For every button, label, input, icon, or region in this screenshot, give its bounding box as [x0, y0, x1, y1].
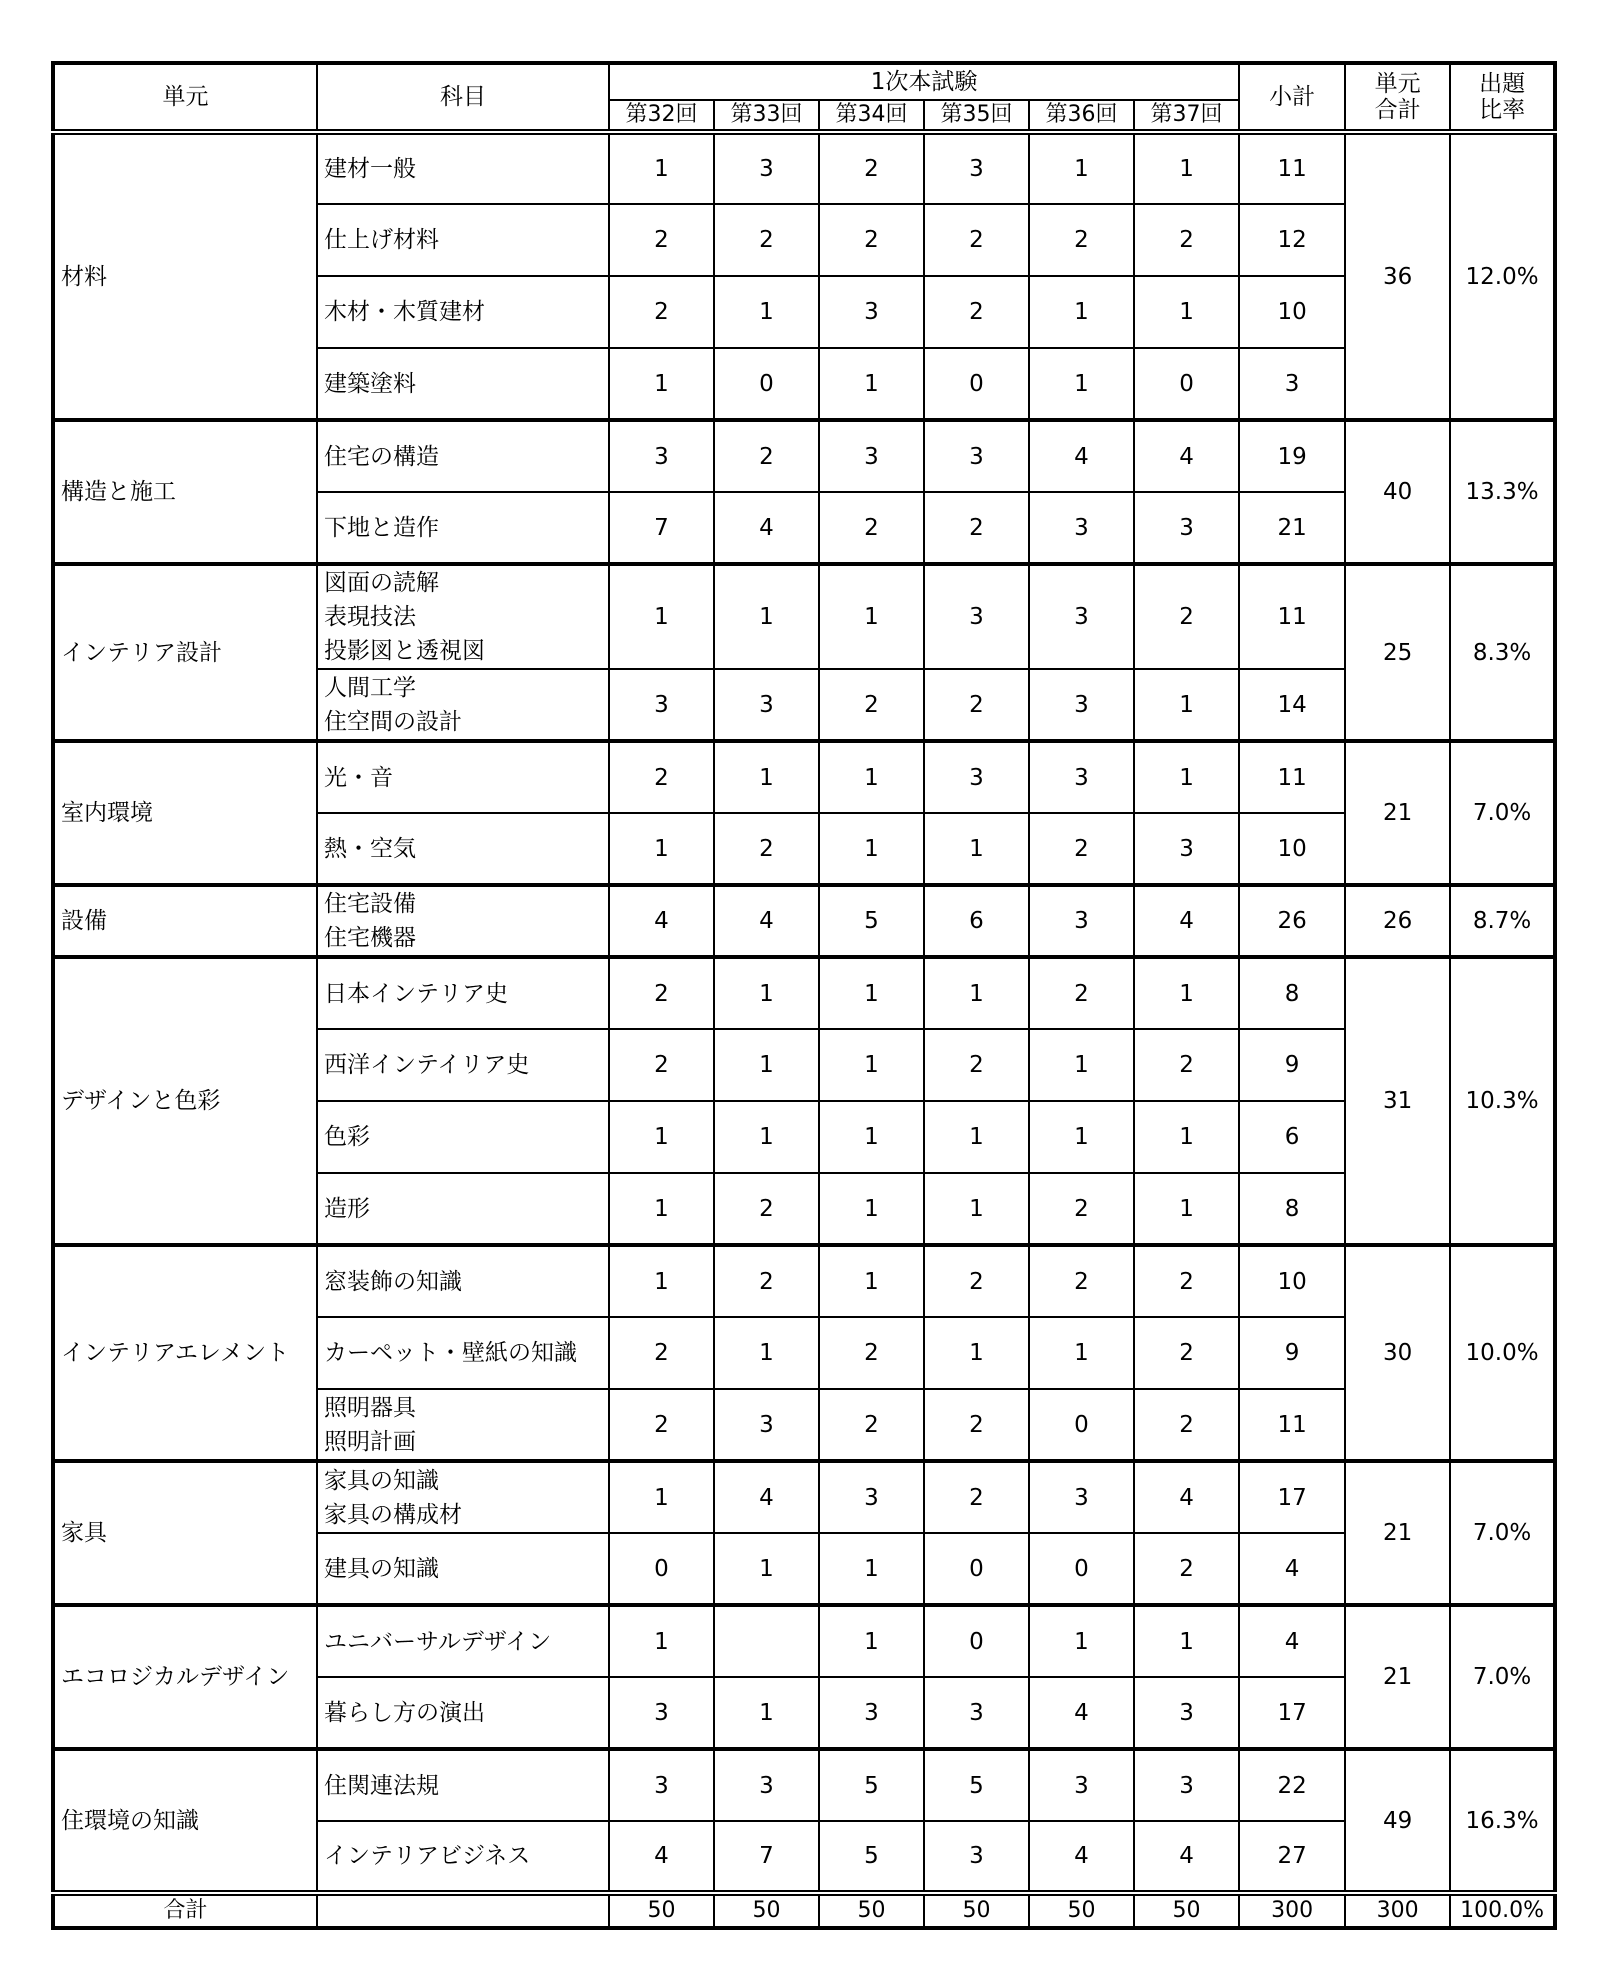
subtotal-cell: 10 — [1239, 1245, 1345, 1317]
round-count-cell: 5 — [819, 1821, 924, 1893]
round-count-cell: 0 — [1029, 1389, 1134, 1461]
table-row — [53, 564, 1555, 669]
ratio-cell: 16.3% — [1450, 1749, 1555, 1893]
round-count-cell: 4 — [1029, 420, 1134, 492]
subtotal-cell: 17 — [1239, 1677, 1345, 1749]
total-subject — [317, 1893, 609, 1928]
subject-cell: 住宅の構造 — [317, 420, 609, 492]
round-count-cell: 4 — [714, 1461, 819, 1533]
round-count-cell: 2 — [819, 1317, 924, 1389]
round-count-cell: 1 — [1029, 1605, 1134, 1677]
round-count-cell: 4 — [714, 492, 819, 564]
subject-cell: インテリアビジネス — [317, 1821, 609, 1893]
round-count-cell: 3 — [819, 420, 924, 492]
total-ratio-cell: 100.0% — [1450, 1893, 1555, 1928]
round-count-cell: 2 — [1134, 1029, 1239, 1101]
round-count-cell: 2 — [714, 813, 819, 885]
subject-cell: 人間工学 住空間の設計 — [317, 669, 609, 741]
round-count-cell: 3 — [1029, 669, 1134, 741]
round-count-cell: 2 — [714, 204, 819, 276]
round-count-cell: 3 — [609, 1677, 714, 1749]
subtotal-cell: 26 — [1239, 885, 1345, 957]
round-count-cell: 2 — [819, 204, 924, 276]
round-count-cell: 1 — [609, 1461, 714, 1533]
total-unit-total-cell: 300 — [1345, 1893, 1450, 1928]
round-count-cell: 1 — [924, 1101, 1029, 1173]
round-count-cell: 2 — [609, 957, 714, 1029]
table-row — [53, 1245, 1555, 1317]
round-count-cell: 1 — [609, 1101, 714, 1173]
unit-total-cell: 40 — [1345, 420, 1450, 564]
round-count-cell: 7 — [714, 1821, 819, 1893]
round-count-cell: 3 — [1029, 492, 1134, 564]
round-count-cell: 5 — [819, 885, 924, 957]
header-round: 第35回 — [924, 100, 1029, 132]
round-count-cell: 1 — [714, 1677, 819, 1749]
round-count-cell: 1 — [609, 348, 714, 420]
ratio-cell: 13.3% — [1450, 420, 1555, 564]
round-count-cell: 1 — [609, 564, 714, 669]
total-round-cell: 50 — [609, 1893, 714, 1928]
unit-total-cell: 30 — [1345, 1245, 1450, 1461]
subtotal-cell: 6 — [1239, 1101, 1345, 1173]
header-round: 第36回 — [1029, 100, 1134, 132]
round-count-cell: 1 — [1134, 669, 1239, 741]
round-count-cell: 2 — [714, 420, 819, 492]
unit-total-cell: 25 — [1345, 564, 1450, 741]
round-count-cell: 1 — [819, 1173, 924, 1245]
round-count-cell: 1 — [819, 1245, 924, 1317]
subject-cell: 造形 — [317, 1173, 609, 1245]
unit-cell: 住環境の知識 — [53, 1749, 317, 1893]
subject-cell: 色彩 — [317, 1101, 609, 1173]
subject-cell: 仕上げ材料 — [317, 204, 609, 276]
round-count-cell: 0 — [609, 1533, 714, 1605]
round-count-cell: 1 — [1134, 1605, 1239, 1677]
unit-total-cell: 31 — [1345, 957, 1450, 1245]
round-count-cell: 1 — [609, 813, 714, 885]
round-count-cell: 3 — [714, 669, 819, 741]
round-count-cell: 3 — [924, 1677, 1029, 1749]
round-count-cell: 0 — [924, 1533, 1029, 1605]
round-count-cell: 1 — [924, 813, 1029, 885]
round-count-cell: 3 — [714, 1749, 819, 1821]
unit-cell: エコロジカルデザイン — [53, 1605, 317, 1749]
total-round-cell: 50 — [1134, 1893, 1239, 1928]
header-round: 第37回 — [1134, 100, 1239, 132]
round-count-cell: 1 — [1029, 1317, 1134, 1389]
unit-total-cell: 36 — [1345, 132, 1450, 420]
subject-cell: 西洋インテイリア史 — [317, 1029, 609, 1101]
round-count-cell: 2 — [609, 204, 714, 276]
ratio-cell: 8.7% — [1450, 885, 1555, 957]
unit-cell: デザインと色彩 — [53, 957, 317, 1245]
round-count-cell: 2 — [924, 204, 1029, 276]
round-count-cell: 3 — [1029, 741, 1134, 813]
round-count-cell: 2 — [1029, 957, 1134, 1029]
round-count-cell: 1 — [714, 1533, 819, 1605]
round-count-cell: 1 — [819, 564, 924, 669]
total-round-cell: 50 — [1029, 1893, 1134, 1928]
subject-cell: 住関連法規 — [317, 1749, 609, 1821]
subject-cell: 住宅設備 住宅機器 — [317, 885, 609, 957]
round-count-cell: 1 — [819, 348, 924, 420]
round-count-cell: 2 — [924, 1461, 1029, 1533]
round-count-cell: 2 — [609, 1389, 714, 1461]
subtotal-cell: 8 — [1239, 957, 1345, 1029]
total-subtotal-cell: 300 — [1239, 1893, 1345, 1928]
table-footer — [53, 1893, 1555, 1928]
round-count-cell: 1 — [1029, 276, 1134, 348]
table-row — [53, 1461, 1555, 1533]
unit-cell: インテリア設計 — [53, 564, 317, 741]
subject-cell: 木材・木質建材 — [317, 276, 609, 348]
table-body — [53, 132, 1555, 1893]
round-count-cell: 1 — [714, 741, 819, 813]
round-count-cell: 4 — [1029, 1677, 1134, 1749]
round-count-cell: 2 — [1134, 1317, 1239, 1389]
subject-cell: 家具の知識 家具の構成材 — [317, 1461, 609, 1533]
subject-cell: 窓装飾の知識 — [317, 1245, 609, 1317]
subtotal-cell: 4 — [1239, 1605, 1345, 1677]
unit-cell: 設備 — [53, 885, 317, 957]
round-count-cell: 3 — [819, 1461, 924, 1533]
round-count-cell: 3 — [714, 1389, 819, 1461]
round-count-cell: 3 — [609, 420, 714, 492]
subtotal-cell: 22 — [1239, 1749, 1345, 1821]
subtotal-cell: 27 — [1239, 1821, 1345, 1893]
round-count-cell: 1 — [819, 957, 924, 1029]
ratio-cell: 12.0% — [1450, 132, 1555, 420]
round-count-cell: 3 — [924, 420, 1029, 492]
subject-cell: 建築塗料 — [317, 348, 609, 420]
round-count-cell: 3 — [1029, 1461, 1134, 1533]
subtotal-cell: 19 — [1239, 420, 1345, 492]
round-count-cell: 4 — [714, 885, 819, 957]
total-row — [53, 1893, 1555, 1928]
round-count-cell: 3 — [924, 741, 1029, 813]
subject-cell: 建具の知識 — [317, 1533, 609, 1605]
subtotal-cell: 8 — [1239, 1173, 1345, 1245]
round-count-cell: 2 — [1134, 1245, 1239, 1317]
round-count-cell: 4 — [609, 885, 714, 957]
round-count-cell: 2 — [819, 669, 924, 741]
total-round-cell: 50 — [819, 1893, 924, 1928]
round-count-cell: 7 — [609, 492, 714, 564]
round-count-cell: 0 — [924, 1605, 1029, 1677]
subject-cell: 建材一般 — [317, 132, 609, 204]
round-count-cell: 3 — [1134, 1677, 1239, 1749]
round-count-cell: 2 — [819, 132, 924, 204]
round-count-cell: 1 — [1029, 348, 1134, 420]
subtotal-cell: 3 — [1239, 348, 1345, 420]
round-count-cell: 2 — [924, 1029, 1029, 1101]
round-count-cell: 2 — [924, 492, 1029, 564]
round-count-cell: 2 — [1134, 1533, 1239, 1605]
round-count-cell: 1 — [1029, 1101, 1134, 1173]
unit-total-cell: 21 — [1345, 1605, 1450, 1749]
round-count-cell: 3 — [1029, 1749, 1134, 1821]
subtotal-cell: 11 — [1239, 741, 1345, 813]
round-count-cell: 2 — [819, 492, 924, 564]
subtotal-cell: 9 — [1239, 1317, 1345, 1389]
round-count-cell: 1 — [819, 1029, 924, 1101]
round-count-cell: 1 — [924, 1317, 1029, 1389]
round-count-cell: 1 — [1029, 1029, 1134, 1101]
round-count-cell: 1 — [1134, 1173, 1239, 1245]
subtotal-cell: 12 — [1239, 204, 1345, 276]
round-count-cell: 4 — [1134, 1821, 1239, 1893]
round-count-cell: 0 — [714, 348, 819, 420]
round-count-cell: 2 — [1029, 204, 1134, 276]
subject-cell: 熱・空気 — [317, 813, 609, 885]
round-count-cell: 1 — [819, 741, 924, 813]
header-unit-total — [1345, 63, 1450, 132]
subject-cell: 日本インテリア史 — [317, 957, 609, 1029]
round-count-cell: 1 — [1134, 132, 1239, 204]
round-count-cell: 5 — [819, 1749, 924, 1821]
ratio-cell: 7.0% — [1450, 1461, 1555, 1605]
round-count-cell: 4 — [1134, 420, 1239, 492]
round-count-cell: 2 — [924, 669, 1029, 741]
unit-cell: 構造と施工 — [53, 420, 317, 564]
round-count-cell: 3 — [924, 132, 1029, 204]
round-count-cell: 4 — [609, 1821, 714, 1893]
table-row — [53, 741, 1555, 813]
subtotal-cell: 11 — [1239, 1389, 1345, 1461]
unit-total-cell: 21 — [1345, 741, 1450, 885]
subtotal-cell: 4 — [1239, 1533, 1345, 1605]
table-row — [53, 420, 1555, 492]
header-round: 第34回 — [819, 100, 924, 132]
round-count-cell: 4 — [1029, 1821, 1134, 1893]
round-count-cell: 1 — [1134, 1101, 1239, 1173]
round-count-cell: 0 — [1029, 1533, 1134, 1605]
round-count-cell: 2 — [1134, 1389, 1239, 1461]
subtotal-cell: 11 — [1239, 564, 1345, 669]
round-count-cell: 3 — [609, 669, 714, 741]
ratio-cell: 8.3% — [1450, 564, 1555, 741]
header-ratio-line2: 比率 — [1479, 97, 1526, 123]
round-count-cell: 3 — [1134, 813, 1239, 885]
unit-total-cell: 26 — [1345, 885, 1450, 957]
header-round: 第33回 — [714, 100, 819, 132]
round-count-cell: 6 — [924, 885, 1029, 957]
header-round: 第32回 — [609, 100, 714, 132]
round-count-cell: 1 — [609, 1245, 714, 1317]
table-row — [53, 1605, 1555, 1677]
table-header — [53, 63, 1555, 132]
round-count-cell: 1 — [609, 1605, 714, 1677]
round-count-cell: 2 — [609, 276, 714, 348]
ratio-cell: 10.0% — [1450, 1245, 1555, 1461]
round-count-cell: 1 — [819, 1533, 924, 1605]
round-count-cell: 2 — [714, 1173, 819, 1245]
round-count-cell: 3 — [1029, 885, 1134, 957]
round-count-cell: 2 — [1134, 204, 1239, 276]
unit-cell: 材料 — [53, 132, 317, 420]
ratio-cell: 7.0% — [1450, 1605, 1555, 1749]
round-count-cell: 1 — [1134, 957, 1239, 1029]
subject-cell: 光・音 — [317, 741, 609, 813]
round-count-cell: 3 — [1134, 1749, 1239, 1821]
round-count-cell: 1 — [714, 276, 819, 348]
round-count-cell: 4 — [1134, 885, 1239, 957]
round-count-cell: 2 — [609, 741, 714, 813]
round-count-cell: 3 — [609, 1749, 714, 1821]
round-count-cell: 3 — [924, 564, 1029, 669]
round-count-cell: 1 — [714, 564, 819, 669]
table-row — [53, 132, 1555, 204]
subtotal-cell: 9 — [1239, 1029, 1345, 1101]
unit-total-cell: 21 — [1345, 1461, 1450, 1605]
round-count-cell: 2 — [819, 1389, 924, 1461]
round-count-cell: 2 — [714, 1245, 819, 1317]
header-ratio-line1: 出題 — [1479, 71, 1526, 97]
round-count-cell: 1 — [924, 1173, 1029, 1245]
round-count-cell: 1 — [609, 132, 714, 204]
exam-frequency-table — [51, 61, 1557, 1930]
header-exam-group: 1次本試験 — [609, 63, 1239, 100]
ratio-cell: 10.3% — [1450, 957, 1555, 1245]
subject-cell: 照明器具 照明計画 — [317, 1389, 609, 1461]
subject-cell: 図面の読解 表現技法 投影図と透視図 — [317, 564, 609, 669]
round-count-cell: 5 — [924, 1749, 1029, 1821]
table-row — [53, 1749, 1555, 1821]
subtotal-cell: 10 — [1239, 813, 1345, 885]
subtotal-cell: 10 — [1239, 276, 1345, 348]
round-count-cell: 1 — [1134, 741, 1239, 813]
round-count-cell: 1 — [819, 1101, 924, 1173]
header-unit-total-line1: 単元 — [1374, 71, 1421, 97]
round-count-cell: 1 — [1134, 276, 1239, 348]
subtotal-cell: 17 — [1239, 1461, 1345, 1533]
round-count-cell: 2 — [1029, 1245, 1134, 1317]
round-count-cell: 1 — [714, 1101, 819, 1173]
round-count-cell: 3 — [819, 276, 924, 348]
round-count-cell: 1 — [1029, 132, 1134, 204]
round-count-cell — [714, 1605, 819, 1677]
header-subtotal: 小計 — [1239, 63, 1345, 132]
round-count-cell: 3 — [1029, 564, 1134, 669]
unit-total-cell: 49 — [1345, 1749, 1450, 1893]
subject-cell: 暮らし方の演出 — [317, 1677, 609, 1749]
round-count-cell: 3 — [819, 1677, 924, 1749]
round-count-cell: 1 — [714, 957, 819, 1029]
round-count-cell: 2 — [1029, 813, 1134, 885]
round-count-cell: 4 — [1134, 1461, 1239, 1533]
subject-cell: カーペット・壁紙の知識 — [317, 1317, 609, 1389]
round-count-cell: 2 — [924, 1389, 1029, 1461]
total-round-cell: 50 — [714, 1893, 819, 1928]
header-unit-total-line2: 合計 — [1374, 97, 1421, 123]
round-count-cell: 0 — [924, 348, 1029, 420]
unit-cell: 家具 — [53, 1461, 317, 1605]
total-label: 合計 — [53, 1893, 317, 1928]
round-count-cell: 1 — [819, 1605, 924, 1677]
round-count-cell: 1 — [714, 1317, 819, 1389]
round-count-cell: 2 — [924, 1245, 1029, 1317]
unit-cell: インテリアエレメント — [53, 1245, 317, 1461]
subtotal-cell: 21 — [1239, 492, 1345, 564]
round-count-cell: 1 — [714, 1029, 819, 1101]
round-count-cell: 3 — [714, 132, 819, 204]
header-subject: 科目 — [317, 63, 609, 132]
ratio-cell: 7.0% — [1450, 741, 1555, 885]
round-count-cell: 2 — [609, 1029, 714, 1101]
subject-cell: 下地と造作 — [317, 492, 609, 564]
subtotal-cell: 11 — [1239, 132, 1345, 204]
round-count-cell: 3 — [924, 1821, 1029, 1893]
total-round-cell: 50 — [924, 1893, 1029, 1928]
round-count-cell: 2 — [1134, 564, 1239, 669]
round-count-cell: 1 — [819, 813, 924, 885]
subject-cell: ユニバーサルデザイン — [317, 1605, 609, 1677]
round-count-cell: 2 — [924, 276, 1029, 348]
round-count-cell: 0 — [1134, 348, 1239, 420]
header-ratio — [1450, 63, 1555, 132]
header-unit: 単元 — [53, 63, 317, 132]
round-count-cell: 2 — [1029, 1173, 1134, 1245]
round-count-cell: 3 — [1134, 492, 1239, 564]
round-count-cell: 2 — [609, 1317, 714, 1389]
unit-cell: 室内環境 — [53, 741, 317, 885]
round-count-cell: 1 — [609, 1173, 714, 1245]
round-count-cell: 1 — [924, 957, 1029, 1029]
table-row — [53, 885, 1555, 957]
table-row — [53, 957, 1555, 1029]
subtotal-cell: 14 — [1239, 669, 1345, 741]
